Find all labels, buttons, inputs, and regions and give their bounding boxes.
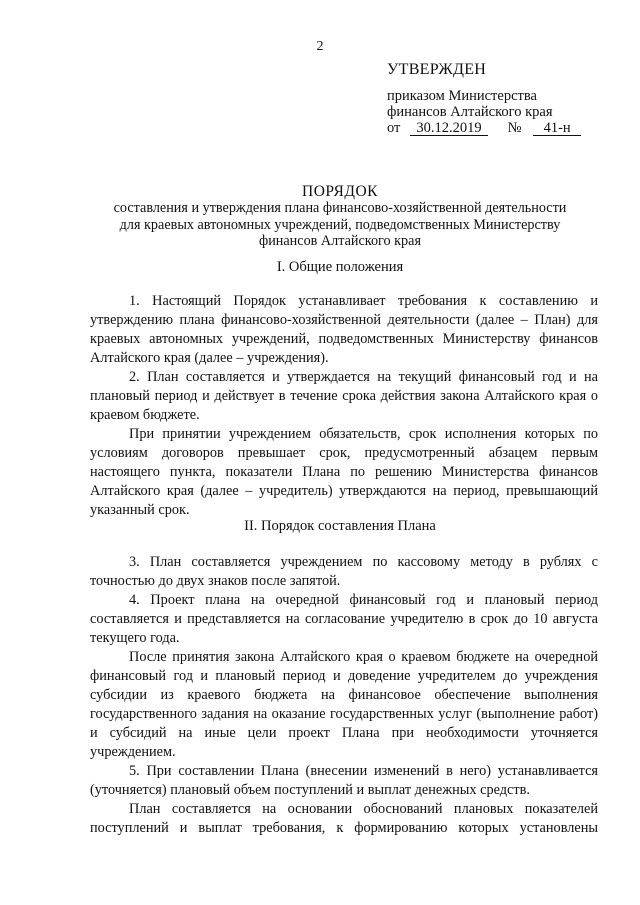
approval-title: УТВЕРЖДЕН bbox=[387, 61, 487, 78]
paragraph: 1. Настоящий Порядок устанавливает требования к составлению и утверждению плана финансово-хозяйственной деятельности (далее – План) для краевых автономных учреждений, подведомственных Министерству финансов Алтайского края (далее – учреждения). bbox=[90, 293, 598, 366]
paragraph: После принятия закона Алтайского края о краевом бюджете на очередной финансовый год и плановый период и доведение учредителем до учреждения субсидии из краевого бюджета на финансовое обеспечение выполнения государственного задания на оказание государственных услуг (выполнение работ) и субсидий на иные цели проект Плана при необходимости уточняется учреждением. bbox=[90, 649, 598, 760]
section-heading-plan-drafting: II. Порядок составления Плана bbox=[244, 518, 436, 534]
section-heading-general: I. Общие положения bbox=[276, 259, 404, 275]
approval-stamp bbox=[387, 62, 627, 136]
approval-order-line-2: финансов Алтайского края bbox=[387, 104, 553, 120]
paragraph: 2. План составляется и утверждается на текущий финансовый год и на плановый период и действует в течение срока действия закона Алтайского края о краевом бюджете. bbox=[90, 369, 598, 423]
approval-number-label: № bbox=[507, 120, 522, 136]
approval-date-line bbox=[387, 120, 627, 136]
paragraph: 4. Проект плана на очередной финансовый год и плановый период составляется и представляется на согласование учредителю в срок до 10 августа текущего года. bbox=[90, 592, 598, 646]
document-title: ПОРЯДОК bbox=[302, 183, 378, 200]
section-body-general bbox=[90, 292, 598, 520]
paragraph: 3. План составляется учреждением по кассовому методу в рублях с точностью до двух знаков после запятой. bbox=[90, 554, 598, 589]
section-body-plan-drafting bbox=[90, 553, 598, 838]
paragraph: 5. При составлении Плана (внесении изменений в него) устанавливается (уточняется) плановый объем поступлений и выплат денежных средств. bbox=[90, 763, 598, 798]
page-number: 2 bbox=[316, 39, 324, 54]
paragraph: При принятии учреждением обязательств, срок исполнения которых по условиям договоров превышает срок, предусмотренный абзацем первым настоящего пункта, показатели Плана по решению Министерства финансов Алтайского края (далее – учредитель) утверждаются на период, превышающий указанный срок. bbox=[90, 426, 598, 518]
approval-number: 41-н bbox=[533, 121, 581, 136]
approval-date: 30.12.2019 bbox=[410, 121, 488, 136]
paragraph: План составляется на основании обоснований плановых показателей поступлений и выплат требования, к формированию которых установлены bbox=[90, 801, 598, 836]
approval-order-line-1: приказом Министерства bbox=[387, 88, 537, 104]
approval-from-label: от bbox=[387, 120, 401, 136]
document-subtitle: составления и утверждения плана финансово-хозяйственной деятельности для краевых автономных учреждений, подведомственных Министерству финансов Алтайского края bbox=[113, 200, 567, 249]
